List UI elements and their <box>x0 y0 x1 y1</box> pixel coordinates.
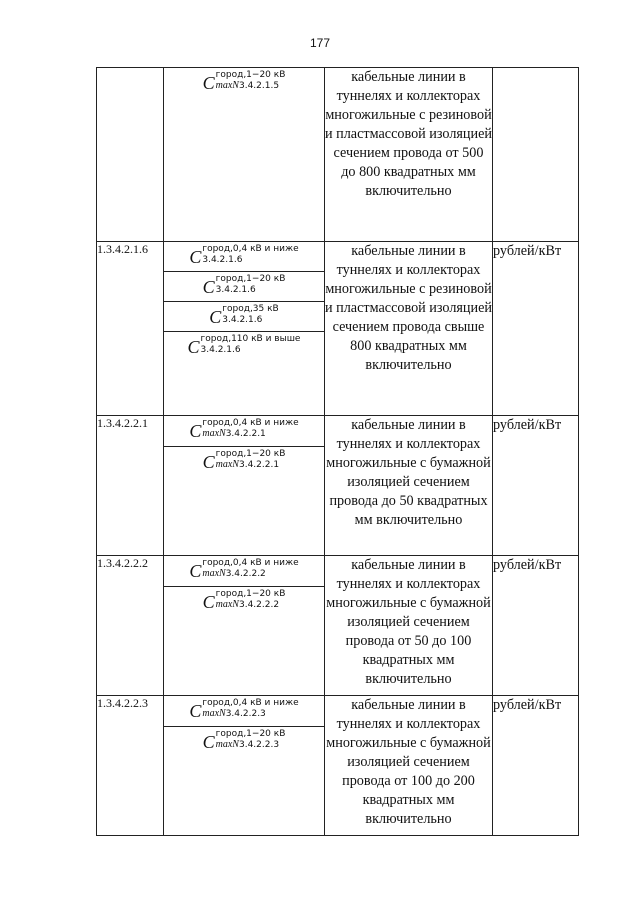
item-code: 1.3.4.2.2.2 <box>97 556 164 696</box>
rate-formula <box>189 696 298 724</box>
formula-index <box>216 729 286 750</box>
formula-subscript-number: 3.4.2.2.1 <box>225 429 266 439</box>
page-number: 177 <box>309 36 331 50</box>
item-code: 1.3.4.2.2.3 <box>97 696 164 836</box>
formula-subcell <box>164 726 324 835</box>
formula-subcell <box>164 242 324 271</box>
formula-cell <box>164 416 325 556</box>
rate-formula <box>203 447 286 475</box>
formula-subcell <box>164 68 324 241</box>
formula-subscript-italic: maxN <box>202 428 226 439</box>
formula-subcell <box>164 696 324 726</box>
description: кабельные линии в туннелях и коллекторах многожильные с резиновой и пластмассовой изоляцией сечением провода свыше 800 квадратных мм включительно <box>325 242 493 416</box>
formula-subscript <box>202 255 298 265</box>
formula-subcell <box>164 301 324 331</box>
tariff-table-body <box>97 68 579 836</box>
formula-subscript <box>222 315 278 325</box>
formula-subscript-italic: maxN <box>215 80 239 91</box>
formula-superscript: город,1−20 кВ <box>215 729 286 739</box>
formula-cell <box>164 696 325 836</box>
formula-symbol: C <box>209 307 222 327</box>
formula-subscript-number: 3.4.2.2.2 <box>238 600 280 610</box>
formula-subscript <box>202 569 298 579</box>
formula-subcell <box>164 331 324 415</box>
formula-subscript <box>216 740 286 750</box>
formula-index <box>222 304 278 325</box>
formula-superscript: город,0,4 кВ и ниже <box>202 698 299 708</box>
formula-index <box>202 558 298 579</box>
formula-superscript: город,1−20 кВ <box>215 449 286 459</box>
rate-formula <box>203 272 286 300</box>
formula-subscript-italic: maxN <box>202 568 226 579</box>
formula-subscript-italic: maxN <box>215 739 239 750</box>
formula-symbol: C <box>202 452 215 472</box>
formula-index <box>202 698 298 719</box>
item-code: 1.3.4.2.2.1 <box>97 416 164 556</box>
formula-index <box>216 449 286 470</box>
formula-symbol: C <box>189 247 202 267</box>
formula-symbol: C <box>189 701 202 721</box>
formula-subscript-number: 3.4.2.1.6 <box>200 345 241 355</box>
description: кабельные линии в туннелях и коллекторах многожильные с бумажной изоляцией сечением провода до 50 квадратных мм включительно <box>325 416 493 556</box>
rate-formula <box>203 727 286 755</box>
formula-subscript-number: 3.4.2.1.5 <box>238 81 280 91</box>
formula-superscript: город,1−20 кВ <box>215 70 286 80</box>
item-code <box>97 68 164 242</box>
formula-symbol: C <box>202 277 215 297</box>
item-code: 1.3.4.2.1.6 <box>97 242 164 416</box>
formula-subcell <box>164 446 324 555</box>
formula-subcell <box>164 556 324 586</box>
table-row <box>97 242 579 416</box>
formula-symbol: C <box>202 592 215 612</box>
formula-subscript-number: 3.4.2.1.6 <box>202 255 243 265</box>
rate-formula <box>203 587 286 615</box>
formula-index <box>216 589 286 610</box>
formula-subscript-italic: maxN <box>215 459 239 470</box>
formula-symbol: C <box>189 561 202 581</box>
table-row <box>97 416 579 556</box>
rate-formula <box>189 416 298 444</box>
formula-superscript: город,110 кВ и выше <box>200 334 301 344</box>
formula-subscript <box>216 460 286 470</box>
formula-subscript <box>202 709 298 719</box>
rate-formula <box>189 242 298 270</box>
unit: рублей/кВт <box>493 416 579 556</box>
unit: рублей/кВт <box>493 696 579 836</box>
formula-symbol: C <box>187 337 200 357</box>
table-row <box>97 696 579 836</box>
rate-formula <box>188 332 301 360</box>
formula-subscript-number: 3.4.2.1.6 <box>215 285 256 295</box>
formula-subscript-number: 3.4.2.2.3 <box>238 740 280 750</box>
table-row <box>97 68 579 242</box>
formula-index <box>216 274 286 295</box>
formula-superscript: город,0,4 кВ и ниже <box>202 558 299 568</box>
formula-symbol: C <box>189 421 202 441</box>
formula-symbol: C <box>202 732 215 752</box>
formula-symbol: C <box>202 73 215 93</box>
unit <box>493 68 579 242</box>
rate-formula <box>209 302 278 330</box>
formula-cell <box>164 556 325 696</box>
formula-subscript-number: 3.4.2.2.2 <box>225 569 266 579</box>
formula-index <box>202 418 298 439</box>
formula-subcell <box>164 586 324 695</box>
description: кабельные линии в туннелях и коллекторах многожильные с бумажной изоляцией сечением провода от 100 до 200 квадратных мм включительно <box>325 696 493 836</box>
formula-superscript: город,35 кВ <box>222 304 279 314</box>
formula-index <box>201 334 301 355</box>
description: кабельные линии в туннелях и коллекторах многожильные с резиновой и пластмассовой изоляцией сечением провода от 500 до 800 квадратных мм включительно <box>325 68 493 242</box>
formula-superscript: город,0,4 кВ и ниже <box>202 244 299 254</box>
formula-subscript-italic: maxN <box>202 708 226 719</box>
formula-subscript <box>216 81 286 91</box>
formula-subcell <box>164 271 324 301</box>
formula-subscript <box>216 600 286 610</box>
formula-subscript-number: 3.4.2.2.3 <box>225 709 266 719</box>
formula-subcell <box>164 416 324 446</box>
tariff-table <box>96 67 579 836</box>
description: кабельные линии в туннелях и коллекторах многожильные с бумажной изоляцией сечением провода от 50 до 100 квадратных мм включительно <box>325 556 493 696</box>
formula-superscript: город,1−20 кВ <box>215 274 286 284</box>
rate-formula <box>203 68 286 96</box>
formula-subscript-number: 3.4.2.2.1 <box>238 460 280 470</box>
formula-subscript <box>216 285 286 295</box>
formula-index <box>202 244 298 265</box>
formula-subscript-number: 3.4.2.1.6 <box>222 315 263 325</box>
formula-superscript: город,0,4 кВ и ниже <box>202 418 299 428</box>
formula-cell <box>164 242 325 416</box>
formula-index <box>216 70 286 91</box>
rate-formula <box>189 556 298 584</box>
formula-subscript <box>202 429 298 439</box>
formula-subscript-italic: maxN <box>215 599 239 610</box>
formula-subscript <box>201 345 301 355</box>
formula-superscript: город,1−20 кВ <box>215 589 286 599</box>
unit: рублей/кВт <box>493 556 579 696</box>
formula-cell <box>164 68 325 242</box>
table-row <box>97 556 579 696</box>
unit: рублей/кВт <box>493 242 579 416</box>
